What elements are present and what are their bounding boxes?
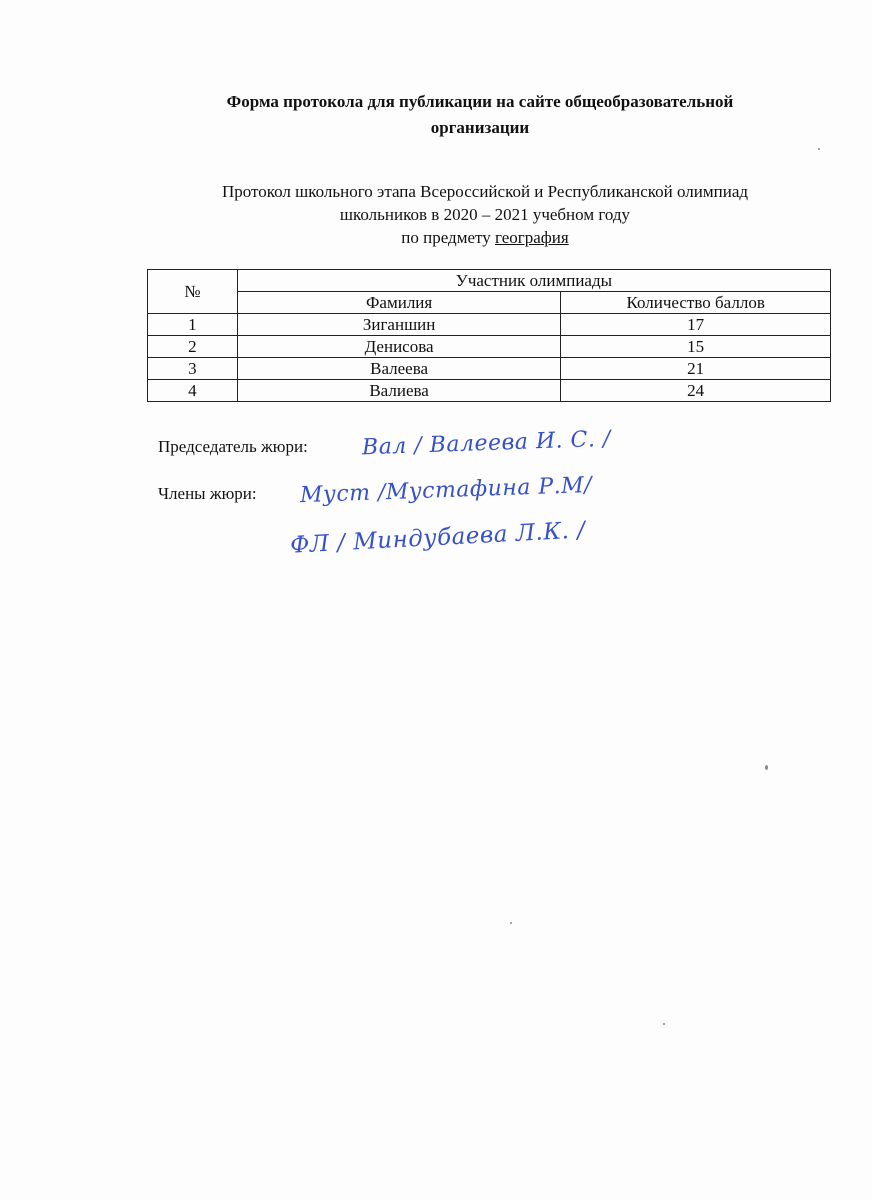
form-title-line-2: организации (430, 118, 530, 137)
jury-members-label: Члены жюри: (158, 484, 257, 503)
table-row (148, 336, 831, 358)
table-header-row (148, 270, 831, 292)
column-header-surname: Фамилия (237, 292, 560, 314)
jury-member-2-signature: ФЛ / Миндубаева Л.К. / (289, 517, 587, 559)
results-table (147, 269, 831, 402)
row-score: 21 (561, 358, 831, 380)
protocol-title-line-2: школьников в 2020 – 2021 учебном году (339, 205, 631, 224)
row-surname: Денисова (237, 336, 560, 358)
row-number: 1 (148, 314, 238, 336)
row-score: 24 (561, 380, 831, 402)
table-row (148, 358, 831, 380)
scan-speck (765, 765, 768, 770)
jury-member-1-signature: Муст /Мустафина Р.М/ (299, 472, 593, 509)
jury-chair-signature: Вал / Валеева И. С. / (361, 426, 612, 461)
row-surname: Зиганшин (237, 314, 560, 336)
jury-chair-label: Председатель жюри: (158, 437, 308, 456)
scan-speck (663, 1023, 665, 1025)
subject-value: география (494, 228, 569, 247)
form-title-line-1: Форма протокола для публикации на сайте общеобразовательной (226, 92, 734, 111)
scan-speck (818, 148, 820, 150)
column-header-number: № (148, 270, 238, 314)
row-surname: Валиева (237, 380, 560, 402)
scan-speck (510, 922, 512, 924)
row-surname: Валеева (237, 358, 560, 380)
protocol-subject-line (140, 227, 830, 249)
table-subheader-row (148, 292, 831, 314)
row-number: 3 (148, 358, 238, 380)
table-row (148, 380, 831, 402)
table-row (148, 314, 831, 336)
row-number: 2 (148, 336, 238, 358)
column-header-score: Количество баллов (561, 292, 831, 314)
column-header-participant: Участник олимпиады (237, 270, 830, 292)
row-number: 4 (148, 380, 238, 402)
row-score: 17 (561, 314, 831, 336)
subject-prefix: по предмету (401, 228, 495, 247)
protocol-title-line-1: Протокол школьного этапа Всероссийской и Республиканской олимпиад (221, 182, 749, 201)
row-score: 15 (561, 336, 831, 358)
